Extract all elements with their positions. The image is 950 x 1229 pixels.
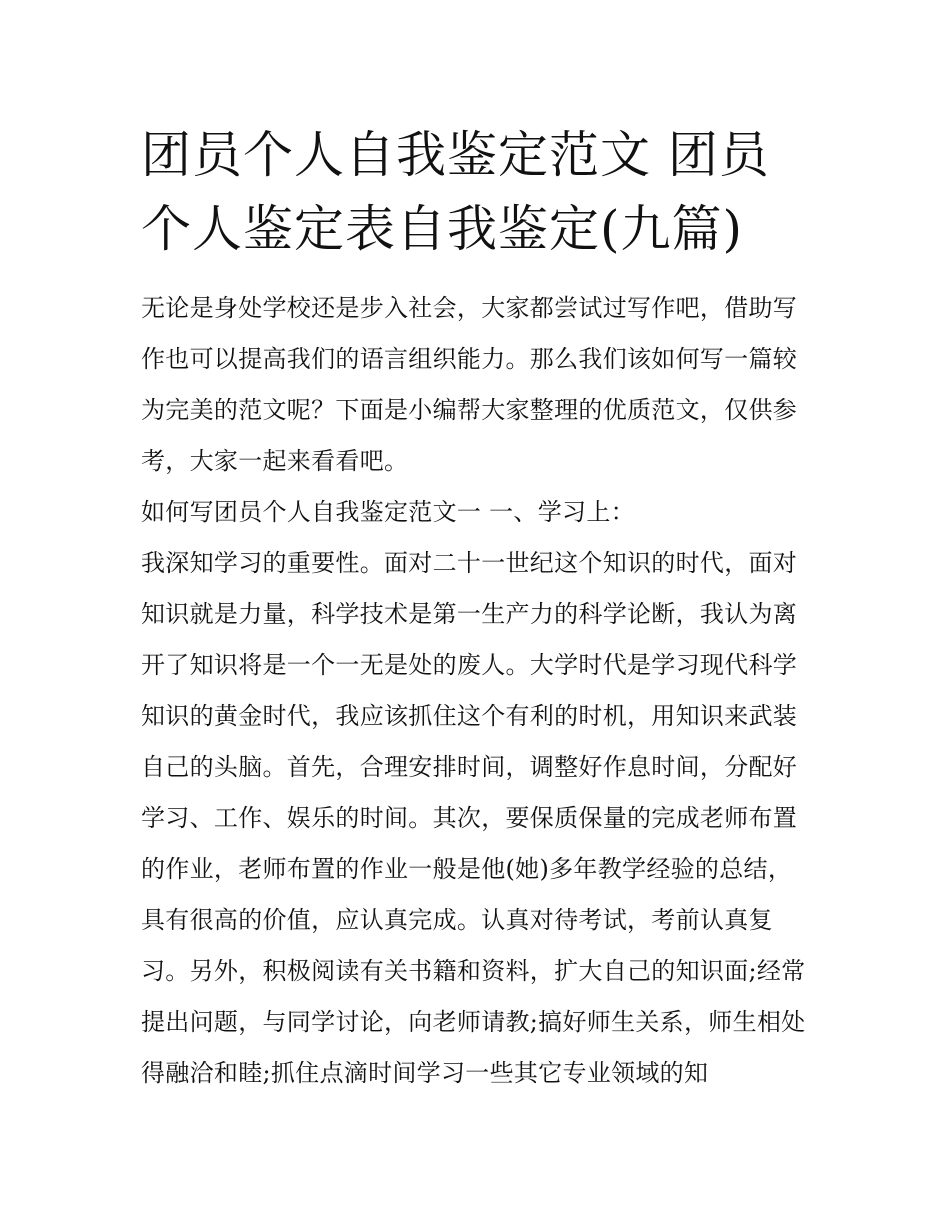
section-heading: 如何写团员个人自我鉴定范文一 一、学习上：	[141, 498, 635, 526]
document-body	[141, 283, 813, 1099]
intro-paragraph: 无论是身处学校还是步入社会，大家都尝试过写作吧，借助写作也可以提高我们的语言组织能力。那么我们该如何写一篇较为完美的范文呢？下面是小编帮大家整理的优质范文，仅供参考，大家一起来看看吧。	[141, 294, 798, 475]
document-page	[141, 118, 813, 1099]
document-title: 团员个人自我鉴定范文 团员个人鉴定表自我鉴定(九篇)	[141, 126, 770, 258]
section-body-paragraph: 我深知学习的重要性。面对二十一世纪这个知识的时代，面对知识就是力量，科学技术是第一生产力的科学论断，我认为离开了知识将是一个一无是处的废人。大学时代是学习现代科学知识的黄金时代，我应该抓住这个有利的时机，用知识来武装自己的头脑。首先，合理安排时间，调整好作息时间，分配好学习、工作、娱乐的时间。其次，要保质保量的完成老师布置的作业，老师布置的作业一般是他(她)多年教学经验的总结，具有很高的价值，应认真完成。认真对待考试，考前认真复习。另外，积极阅读有关书籍和资料，扩大自己的知识面;经常提出问题，与同学讨论，向老师请教;搞好师生关系，师生相处得融洽和睦;抓住点滴时间学习一些其它专业领域的知	[141, 549, 806, 1087]
